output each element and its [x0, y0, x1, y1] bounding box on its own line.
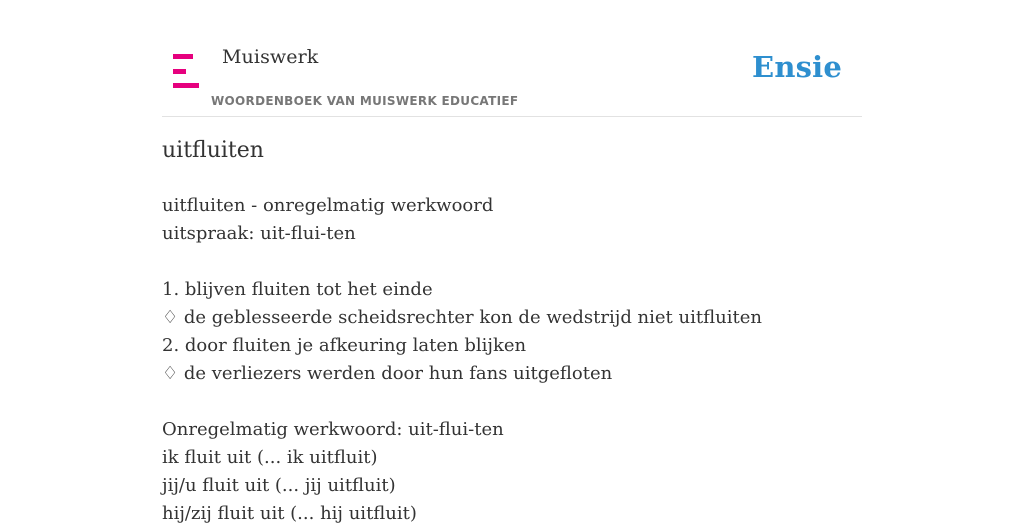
definition-line: ik fluit uit (... ik uitfluit): [162, 447, 378, 468]
definition-line: hij/zij fluit uit (... hij uitfluit): [162, 503, 417, 524]
definition-line: [162, 248, 862, 276]
muiswerk-logo-icon[interactable]: [173, 54, 201, 88]
site-header: [162, 0, 862, 117]
definition-line: 1. blijven fluiten tot het einde: [162, 279, 433, 300]
definition-line: uitfluiten - onregelmatig werkwoord: [162, 195, 494, 216]
brand-name[interactable]: Muiswerk: [222, 46, 319, 68]
definition-line: uitspraak: uit-flui-ten: [162, 223, 356, 244]
definition-line: ♢ de geblesseerde scheidsrechter kon de wedstrijd niet uitfluiten: [162, 307, 762, 328]
definition-body: [162, 192, 862, 528]
page-title: uitfluiten: [162, 138, 264, 163]
ensie-logo-link[interactable]: Ensie: [752, 50, 842, 84]
definition-line: ♢ de verliezers werden door hun fans uitgefloten: [162, 363, 613, 384]
definition-line: 2. door fluiten je afkeuring laten blijken: [162, 335, 527, 356]
definition-line: jij/u fluit uit (... jij uitfluit): [162, 475, 396, 496]
definition-line: Onregelmatig werkwoord: uit-flui-ten: [162, 419, 504, 440]
dictionary-subtitle: WOORDENBOEK VAN MUISWERK EDUCATIEF: [211, 94, 519, 108]
definition-line: [162, 388, 862, 416]
